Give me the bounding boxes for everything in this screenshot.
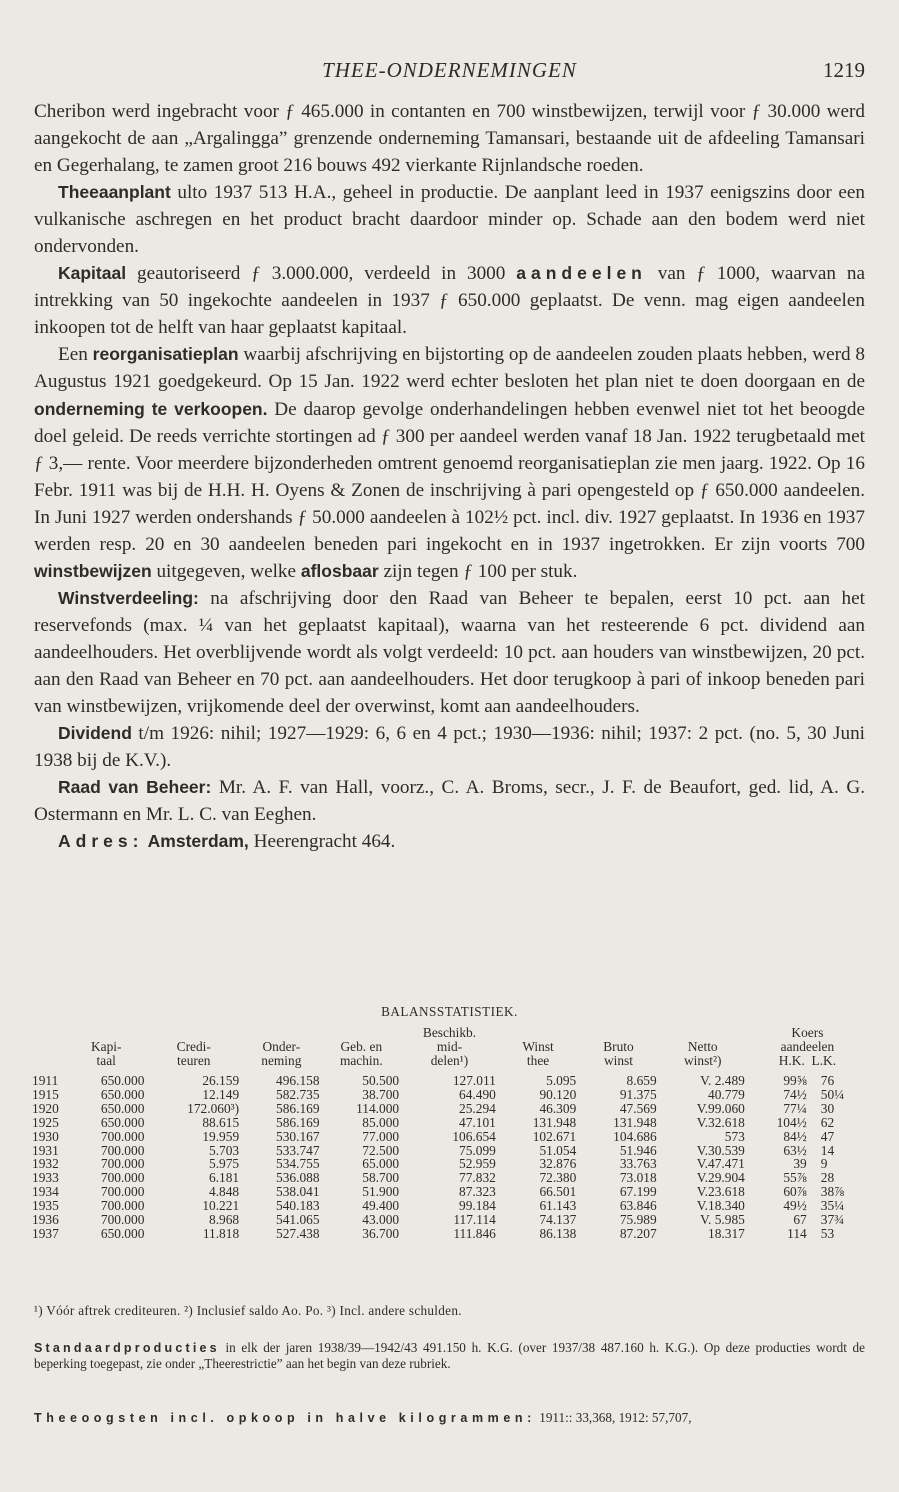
- paragraph-text: van ƒ 1000, waarvan na intrekking van 50 ingekochte aandeelen in 1937 ƒ 650.000 geplaatst. De venn. mag eigen aandeelen inkoopen tot de helft van haar geplaatst kapitaal.: [34, 263, 865, 339]
- cell-year: 1933: [32, 1170, 59, 1186]
- col-header-crediteuren: Credi- teuren: [176, 1039, 211, 1068]
- cell-onderneming: 586.169: [276, 1114, 320, 1130]
- cell-beschikb-middelen: 99.184: [459, 1198, 496, 1214]
- cell-koers-hk: 63½: [783, 1142, 807, 1158]
- cell-year: 1931: [32, 1142, 59, 1158]
- cell-netto-winst: V.18.340: [696, 1198, 745, 1214]
- paragraph-reorganisatie: [34, 341, 865, 584]
- cell-crediteuren: 10.221: [202, 1198, 240, 1214]
- table-row: [32, 1102, 868, 1116]
- cell-year: 1934: [32, 1184, 59, 1200]
- cell-winst-thee: 72.380: [539, 1170, 577, 1186]
- section-label-winstverdeeling: Winstverdeeling:: [58, 587, 199, 608]
- col-header-winst-thee: Winst thee: [522, 1039, 554, 1068]
- table-row: [32, 1213, 868, 1227]
- cell-koers-lk: 35¼: [820, 1198, 845, 1214]
- cell-koers-hk: 104½: [776, 1114, 807, 1130]
- cell-beschikb-middelen: 87.323: [459, 1184, 496, 1200]
- col-header-beschikb-middelen: Beschikb. mid- delen¹): [422, 1025, 477, 1068]
- table-row: [32, 1227, 868, 1241]
- cell-onderneming: 496.158: [276, 1073, 320, 1088]
- cell-geb-machin: 85.000: [362, 1114, 400, 1130]
- cell-onderneming: 534.755: [276, 1156, 320, 1172]
- cell-netto-winst: V. 5.985: [700, 1212, 745, 1228]
- cell-winst-thee: 86.138: [539, 1225, 577, 1241]
- cell-koers-hk: 74½: [783, 1086, 807, 1102]
- cell-bruto-winst: 47.569: [619, 1100, 657, 1116]
- paragraph-text: uitgegeven, welke: [151, 560, 301, 582]
- standaardproducties-text: in elk der jaren 1938/39—1942/43 491.150 h. K.G. (over 1937/38 487.160 h. K.G.). Op deze producties wordt de beperking toegepast, zie onder „Theerestrictie” aan het begin van deze rubriek.: [34, 1340, 865, 1372]
- cell-bruto-winst: 91.375: [619, 1086, 657, 1102]
- col-header-kapitaal: Kapi- taal: [90, 1039, 122, 1068]
- paragraph-cheribon: [34, 98, 865, 179]
- cell-geb-machin: 58.700: [362, 1170, 400, 1186]
- paragraph-text: zijn tegen ƒ 100 per stuk.: [378, 560, 578, 582]
- cell-winst-thee: 131.948: [532, 1114, 577, 1130]
- cell-netto-winst: 573: [724, 1128, 745, 1144]
- paragraph-kapitaal: [34, 260, 865, 341]
- paragraph-text: De daarop gevolge onderhandelingen hebben evenwel niet tot het beoogde doel geleid. De reeds verrichte stortingen ad ƒ 300 per aandeel werden vanaf 18 Jan. 1922 terugbetaald met ƒ 3,— rente. Voor meerdere bijzonderheden omtrent genoemd reorganisatieplan zie men jaarg. 1922. Op 16 Febr. 1911 was bij de H.H. H. Oyens & Zonen de inschrijving à pari opengesteld op ƒ 650.000 aandeelen. In Juni 1927 werden ondershands ƒ 50.000 aandeelen à 102½ pct. incl. div. 1927 geplaatst. In 1936 en 1937 werden resp. 20 en 30 aandeelen beneden pari ingekocht en in 1937 ingetrokken. Er zijn voorts 700: [34, 398, 866, 555]
- cell-winst-thee: 102.671: [532, 1128, 577, 1144]
- paragraph-text: t/m 1926: nihil; 1927—1929: 6, 6 en 4 pct.; 1930—1936: nihil; 1937: 2 pct. (no. 5, 30 Juni 1938 bij de K.V.).: [34, 723, 865, 772]
- cell-onderneming: 541.065: [276, 1212, 320, 1228]
- col-header-netto-winst: Netto winst²): [684, 1039, 722, 1068]
- label-onderneming-verkoopen: onderneming te verkoopen.: [34, 398, 268, 419]
- section-label-dividend: Dividend: [58, 723, 132, 744]
- table-row: [32, 1199, 868, 1213]
- cell-year: 1936: [32, 1212, 59, 1228]
- cell-winst-thee: 32.876: [539, 1156, 577, 1172]
- cell-winst-thee: 90.120: [539, 1086, 577, 1102]
- section-label-reorganisatieplan: reorganisatieplan: [92, 344, 239, 365]
- cell-beschikb-middelen: 127.011: [452, 1073, 496, 1088]
- cell-year: 1911: [32, 1073, 59, 1088]
- cell-crediteuren: 12.149: [202, 1086, 240, 1102]
- cell-koers-hk: 39: [793, 1156, 807, 1172]
- cell-winst-thee: 74.137: [539, 1212, 577, 1228]
- cell-winst-thee: 51.054: [539, 1142, 577, 1158]
- table-row: [32, 1157, 868, 1171]
- paragraph-text: na afschrijving door den Raad van Beheer te bepalen, eerst 10 pct. aan het reservefonds (max. ¼ van het geplaatst kapitaal), waarna van het resteerende 6 pct. dividend aan aandeelhouders. Het overblijvende wordt als volgt verdeeld: 10 pct. aan houders van winstbewijzen, 20 pct. aan den Raad van Beheer en 70 pct. aan aandeelhouders. Het door terugkoop à pari of inkoop beneden pari van winstbewijzen, vrijkomende deel der overwinst, komt aan aandeelhouders.: [34, 587, 865, 718]
- cell-beschikb-middelen: 77.832: [459, 1170, 496, 1186]
- table-row: [32, 1074, 868, 1088]
- cell-bruto-winst: 87.207: [619, 1225, 657, 1241]
- paragraph-theeaanplant: [34, 179, 865, 260]
- cell-crediteuren: 4.848: [209, 1184, 240, 1200]
- cell-netto-winst: V.29.904: [696, 1170, 745, 1186]
- cell-bruto-winst: 67.199: [619, 1184, 657, 1200]
- cell-winst-thee: 46.309: [539, 1100, 577, 1116]
- cell-beschikb-middelen: 75.099: [459, 1142, 496, 1158]
- cell-bruto-winst: 75.989: [619, 1212, 657, 1228]
- cell-geb-machin: 36.700: [362, 1225, 400, 1241]
- cell-year: 1932: [32, 1156, 59, 1172]
- paragraph-dividend: [34, 720, 865, 774]
- cell-winst-thee: 5.095: [546, 1073, 577, 1088]
- cell-beschikb-middelen: 47.101: [459, 1114, 496, 1130]
- cell-koers-lk: 30: [820, 1100, 835, 1116]
- cell-onderneming: 582.735: [276, 1086, 320, 1102]
- table-title: BALANSSTATISTIEK.: [381, 1004, 518, 1019]
- col-header-bruto-winst: Bruto winst: [603, 1039, 634, 1068]
- cell-beschikb-middelen: 25.294: [459, 1100, 496, 1116]
- cell-kapitaal: 650.000: [100, 1073, 145, 1088]
- table-row: [32, 1185, 868, 1199]
- cell-year: 1937: [32, 1225, 59, 1241]
- paragraph-text: Mr. A. F. van Hall, voorz., C. A. Broms, secr., J. F. de Beaufort, ged. lid, A. G. Ostermann en Mr. L. C. van Eeghen.: [34, 777, 865, 826]
- cell-kapitaal: 700.000: [100, 1184, 145, 1200]
- paragraph-text: geautoriseerd ƒ 3.000.000, verdeeld in 3000: [126, 263, 517, 285]
- cell-koers-lk: 53: [820, 1225, 835, 1241]
- table-header-row: [32, 1026, 868, 1068]
- cell-onderneming: 586.169: [276, 1100, 320, 1116]
- cell-bruto-winst: 8.659: [626, 1073, 657, 1088]
- table-head: [32, 1026, 868, 1074]
- col-header-onderneming: Onder- neming: [261, 1039, 302, 1068]
- cell-beschikb-middelen: 64.490: [459, 1086, 496, 1102]
- cell-winst-thee: 66.501: [539, 1184, 577, 1200]
- cell-crediteuren: 11.818: [202, 1225, 240, 1241]
- cell-crediteuren: 26.159: [202, 1073, 240, 1088]
- cell-bruto-winst: 131.948: [613, 1114, 657, 1130]
- cell-koers-lk: 9: [820, 1156, 828, 1172]
- cell-koers-hk: 114: [787, 1225, 807, 1241]
- cell-koers-lk: 62: [820, 1114, 835, 1130]
- cell-kapitaal: 650.000: [100, 1225, 145, 1241]
- theeoogsten-label: Theeoogsten incl. opkoop in halve kilogrammen:: [34, 1411, 536, 1425]
- table-row: [32, 1144, 868, 1158]
- cell-geb-machin: 38.700: [362, 1086, 400, 1102]
- cell-koers-hk: 49½: [783, 1198, 807, 1214]
- cell-netto-winst: V.47.471: [696, 1156, 745, 1172]
- cell-crediteuren: 172.060³): [187, 1100, 240, 1116]
- cell-geb-machin: 50.500: [362, 1073, 400, 1088]
- cell-kapitaal: 700.000: [100, 1212, 145, 1228]
- cell-geb-machin: 65.000: [362, 1156, 400, 1172]
- cell-onderneming: 533.747: [276, 1142, 320, 1158]
- cell-crediteuren: 8.968: [209, 1212, 240, 1228]
- cell-bruto-winst: 104.686: [613, 1128, 657, 1144]
- cell-koers-hk: 60⅞: [783, 1184, 807, 1200]
- cell-koers-lk: 38⅞: [820, 1184, 845, 1200]
- cell-netto-winst: 18.317: [708, 1225, 745, 1241]
- cell-netto-winst: 40.779: [708, 1086, 745, 1102]
- cell-year: 1925: [32, 1114, 59, 1130]
- cell-netto-winst: V. 2.489: [700, 1073, 745, 1088]
- table-row: [32, 1088, 868, 1102]
- cell-koers-hk: 55⅞: [783, 1170, 807, 1186]
- cell-crediteuren: 88.615: [202, 1114, 240, 1130]
- section-label-theeaanplant: Theeaanplant: [58, 182, 171, 203]
- cell-geb-machin: 51.900: [362, 1184, 400, 1200]
- table-row: [32, 1130, 868, 1144]
- cell-onderneming: 527.438: [276, 1225, 320, 1241]
- cell-year: 1930: [32, 1128, 59, 1144]
- cell-koers-lk: 76: [820, 1073, 835, 1088]
- cell-bruto-winst: 63.846: [619, 1198, 657, 1214]
- cell-koers-hk: 99⅝: [783, 1073, 807, 1088]
- cell-crediteuren: 5.975: [209, 1156, 240, 1172]
- theeoogsten-text: 1911:: 33,368, 1912: 57,707,: [535, 1410, 692, 1425]
- col-header-hk: H.K.: [778, 1053, 805, 1068]
- body-text: [34, 98, 865, 855]
- cell-bruto-winst: 33.763: [619, 1156, 657, 1172]
- cell-onderneming: 536.088: [276, 1170, 320, 1186]
- cell-koers-lk: 28: [820, 1170, 835, 1186]
- spaced-aandeelen: aandeelen: [516, 263, 647, 284]
- col-header-year: [32, 1026, 66, 1068]
- cell-crediteuren: 6.181: [209, 1170, 240, 1186]
- cell-beschikb-middelen: 117.114: [453, 1212, 496, 1228]
- table-row: [32, 1171, 868, 1185]
- cell-geb-machin: 77.000: [362, 1128, 400, 1144]
- cell-koers-lk: 50¼: [820, 1086, 845, 1102]
- label-aflosbaar: aflosbaar: [300, 560, 379, 581]
- section-label-kapitaal: Kapitaal: [58, 263, 127, 284]
- page-number: 1219: [823, 58, 865, 82]
- cell-koers-hk: 77¼: [783, 1100, 807, 1116]
- cell-onderneming: 530.167: [276, 1128, 320, 1144]
- cell-koers-lk: 47: [820, 1128, 835, 1144]
- running-title: THEE-ONDERNEMINGEN: [322, 58, 577, 82]
- adres-city: Amsterdam,: [143, 831, 249, 852]
- col-header-lk: L.K.: [811, 1053, 837, 1068]
- cell-year: 1915: [32, 1086, 59, 1102]
- cell-kapitaal: 700.000: [100, 1156, 145, 1172]
- cell-geb-machin: 49.400: [362, 1198, 400, 1214]
- col-header-koers: Koers aandeelen H.K. L.K.: [778, 1025, 837, 1068]
- cell-beschikb-middelen: 52.959: [459, 1156, 496, 1172]
- cell-koers-hk: 67: [793, 1212, 807, 1228]
- cell-koers-lk: 37¾: [820, 1212, 845, 1228]
- table-body: [32, 1074, 868, 1241]
- cell-koers-lk: 14: [820, 1142, 835, 1158]
- cell-kapitaal: 700.000: [100, 1170, 145, 1186]
- table-row: [32, 1116, 868, 1130]
- paragraph-text: ulto 1937 513 H.A., geheel in productie. De aanplant leed in 1937 eenigszins door een vulkanische aschregen en het product bracht daardoor minder op. Schade aan den bodem werd niet ondervonden.: [34, 182, 865, 258]
- cell-netto-winst: V.23.618: [696, 1184, 745, 1200]
- standaardproducties-label: Standaardproducties: [34, 1341, 220, 1355]
- paragraph-text: Een: [58, 344, 93, 366]
- paragraph-raad-van-beheer: [34, 774, 865, 828]
- cell-netto-winst: V.30.539: [696, 1142, 745, 1158]
- cell-kapitaal: 700.000: [100, 1142, 145, 1158]
- paragraph-text: Cheribon werd ingebracht voor ƒ 465.000 in contanten en 700 winstbewijzen, terwijl voor ƒ 30.000 werd aangekocht de aan „Argalingga” grenzende onderneming Tamansari, bestaande uit de afdeeling Tamansari en Gegerhalang, te zamen groot 216 bouws 492 vierkante Rijnlandsche roeden.: [34, 101, 865, 177]
- paragraph-text: waarbij afschrijving en bijstorting op de aandeelen zouden plaats hebben, werd 8 Augustus 1921 goedgekeurd. Op 15 Jan. 1922 werd echter besloten het plan niet te doen doorgaan en de: [34, 344, 865, 393]
- label-winstbewijzen: winstbewijzen: [34, 560, 152, 581]
- cell-kapitaal: 700.000: [100, 1128, 145, 1144]
- paragraph-text: Heerengracht 464.: [248, 831, 396, 853]
- cell-onderneming: 540.183: [276, 1198, 320, 1214]
- cell-geb-machin: 43.000: [362, 1212, 400, 1228]
- cell-bruto-winst: 51.946: [619, 1142, 657, 1158]
- cell-onderneming: 538.041: [276, 1184, 320, 1200]
- cell-kapitaal: 650.000: [100, 1086, 145, 1102]
- cell-kapitaal: 650.000: [100, 1114, 145, 1130]
- cell-netto-winst: V.32.618: [696, 1114, 745, 1130]
- cell-geb-machin: 72.500: [362, 1142, 400, 1158]
- cell-crediteuren: 5.703: [209, 1142, 240, 1158]
- theeoogsten-paragraph: [34, 1410, 865, 1426]
- cell-kapitaal: 650.000: [100, 1100, 145, 1116]
- cell-geb-machin: 114.000: [356, 1100, 400, 1116]
- section-label-adres: Adres:: [58, 831, 144, 852]
- cell-bruto-winst: 73.018: [619, 1170, 657, 1186]
- cell-kapitaal: 700.000: [100, 1198, 145, 1214]
- cell-beschikb-middelen: 111.846: [453, 1225, 496, 1241]
- paragraph-adres: [34, 828, 865, 855]
- balance-table: [32, 1026, 868, 1241]
- section-label-raad-van-beheer: Raad van Beheer:: [58, 777, 212, 798]
- table-footnotes: ¹) Vóór aftrek crediteuren. ²) Inclusief saldo Ao. Po. ³) Incl. andere schulden.: [34, 1303, 462, 1318]
- paragraph-winstverdeeling: [34, 585, 865, 720]
- cell-winst-thee: 61.143: [539, 1198, 577, 1214]
- cell-netto-winst: V.99.060: [696, 1100, 745, 1116]
- cell-beschikb-middelen: 106.654: [452, 1128, 496, 1144]
- col-header-geb-machin: Geb. en machin.: [339, 1039, 383, 1068]
- cell-koers-hk: 84½: [783, 1128, 807, 1144]
- page-header: [34, 58, 865, 88]
- cell-year: 1920: [32, 1100, 59, 1116]
- cell-year: 1935: [32, 1198, 59, 1214]
- cell-crediteuren: 19.959: [202, 1128, 240, 1144]
- standaardproducties-paragraph: [34, 1340, 865, 1371]
